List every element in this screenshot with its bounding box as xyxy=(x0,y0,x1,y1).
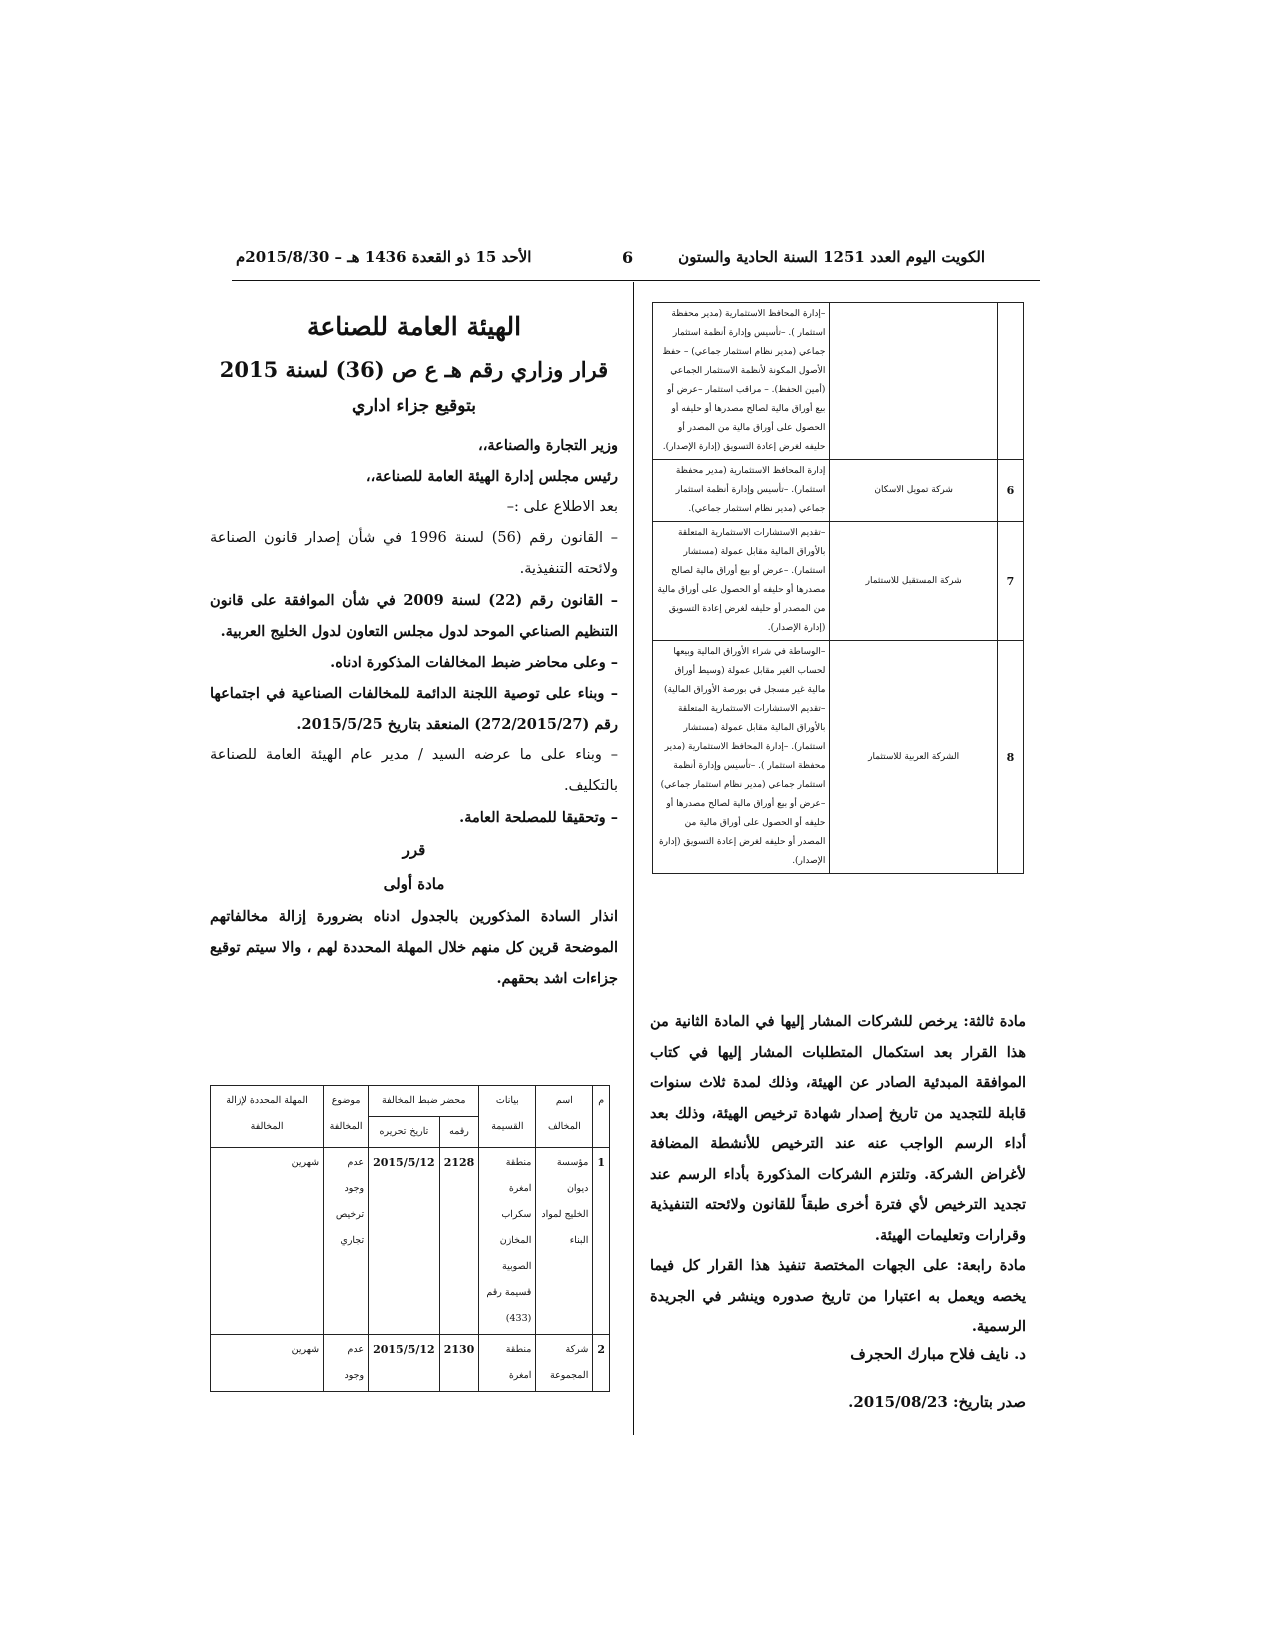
col-record: محضر ضبط المخالفة xyxy=(369,1086,479,1117)
table-header-row xyxy=(211,1086,610,1117)
decision-title: قرار وزاري رقم هـ ع ص (36) لسنة 2015 xyxy=(219,357,609,382)
row-subject: عدم وجود ترخيص تجاري xyxy=(324,1148,369,1335)
article-4-text: مادة رابعة: على الجهات المختصة تنفيذ هذا القرار كل فيما يخصه ويعمل به اعتبارا من تاريخ صدوره وينشر في الجريدة الرسمية. xyxy=(650,1257,1026,1335)
company-num xyxy=(997,303,1023,460)
company-name: الشركة العربية للاستثمار xyxy=(830,641,997,874)
page-number: 6 xyxy=(622,248,634,267)
row-name: مؤسسة ديوان الخليج لمواد البناء xyxy=(536,1148,593,1335)
minutes-line: – وعلى محاضر ضبط المخالفات المذكورة ادناه. xyxy=(330,654,618,671)
row-division: منطقة امغرة xyxy=(479,1335,536,1392)
public-interest-line: – وتحقيقا للمصلحة العامة. xyxy=(459,809,618,826)
table-row xyxy=(211,1148,610,1335)
col-num: م xyxy=(593,1086,610,1148)
chair-line: رئيس مجلس إدارة الهيئة العامة للصناعة،، xyxy=(365,468,618,485)
proposal-line: – وبناء على ما عرضه السيد / مدير عام الهيئة العامة للصناعة بالتكليف. xyxy=(210,747,618,794)
table-row xyxy=(653,460,1024,522)
col-name: اسم المخالف xyxy=(536,1086,593,1148)
header-date: الأحد 15 ذو القعدة 1436 هـ – 2015/8/30م xyxy=(236,248,532,266)
col-subject: موضوع المخالفة xyxy=(324,1086,369,1148)
company-num: 7 xyxy=(997,522,1023,641)
minister-line: وزير التجارة والصناعة،، xyxy=(478,437,618,454)
authority-title: الهيئة العامة للصناعة xyxy=(306,312,522,341)
article-1-heading: مادة أولى xyxy=(383,875,445,893)
issue-date: صدر بتاريخ: 2015/08/23. xyxy=(848,1392,1026,1411)
article-3-text: مادة ثالثة: يرخص للشركات المشار إليها في المادة الثانية من هذا القرار بعد استكمال المتطلبات المشار إليها في كتاب الموافقة المبدئية الصادر عن الهيئة، وذلك لمدة ثلاث سنوات قابلة للتجديد من تاريخ إصدار شهادة ترخيص الهيئة، وذلك بعد أداء الرسم الواجب عنه عند الترخيص للأنشطة المضافة لأغراض الشركة. وتلتزم الشركات المذكورة بأداء الرسم عند تجديد الترخيص لأي فترة أخرى طبقاً للقانون ولائحته التنفيذية وقرارات وتعليمات الهيئة. xyxy=(650,1013,1026,1244)
company-activities: –الوساطة في شراء الأوراق المالية وبيعها لحساب الغير مقابل عمولة (وسيط أوراق مالية غير مسجل في بورصة الأوراق المالية) –تقديم الاستشارات الاستثمارية المتعلقة بالأوراق المالية مقابل عمولة (مستشار استثمار). –إدارة المحافظ الاستثمارية (مدير محفظة استثمار ). –تأسيس وإدارة أنظمة استثمار جماعي (مدير نظام استثمار جماعي) –عرض أو بيع أوراق مالية لصالح مصدرها أو حليفه أو الحصول على أوراق مالية من المصدر أو حليفه لغرض إعادة التسويق (إدارة الإصدار). xyxy=(653,641,830,874)
table-row xyxy=(653,303,1024,460)
recommendation-line: – وبناء على توصية اللجنة الدائمة للمخالفات الصناعية في اجتماعها رقم (272/2015/27) المنعقد بتاريخ 2015/5/25. xyxy=(210,685,618,733)
company-activities: –تقديم الاستشارات الاستثمارية المتعلقة بالأوراق المالية مقابل عمولة (مستشار استثمار). –عرض أو بيع أوراق مالية لصالح مصدرها أو حليفه أو الحصول على أوراق مالية من المصدر أو حليفه لغرض إعادة التسويق (إدارة الإصدار). xyxy=(653,522,830,641)
table-row xyxy=(653,641,1024,874)
col-division: بيانات القسيمة xyxy=(479,1086,536,1148)
row-period: شهرين xyxy=(211,1148,324,1335)
company-num: 6 xyxy=(997,460,1023,522)
row-subject: عدم وجود xyxy=(324,1335,369,1392)
table-row xyxy=(211,1335,610,1392)
col-record-no: رقمه xyxy=(439,1117,479,1148)
header-issue: الكويت اليوم العدد 1251 السنة الحادية والستون xyxy=(678,248,985,266)
article-column xyxy=(210,302,618,994)
violations-table xyxy=(210,1085,610,1392)
companies-table xyxy=(652,302,1024,874)
decided-heading: قرر xyxy=(402,841,426,859)
articles-right-column xyxy=(650,1007,1026,1411)
company-name: شركة تمويل الاسكان xyxy=(830,460,997,522)
company-name: شركة المستقبل للاستثمار xyxy=(830,522,997,641)
law-2: – القانون رقم (22) لسنة 2009 في شأن الموافقة على قانون التنظيم الصناعي الموحد لدول مجلس التعاون لدول الخليج العربية. xyxy=(210,592,618,640)
col-period: المهلة المحددة لإزالة المخالفة xyxy=(211,1086,324,1148)
row-record-date: 2015/5/12 xyxy=(369,1148,440,1335)
row-period: شهرين xyxy=(211,1335,324,1392)
column-separator xyxy=(633,282,634,1435)
row-record-no: 2130 xyxy=(439,1335,479,1392)
row-record-date: 2015/5/12 xyxy=(369,1335,440,1392)
law-1: – القانون رقم (56) لسنة 1996 في شأن إصدار قانون الصناعة ولائحته التنفيذية. xyxy=(210,530,618,577)
row-record-no: 2128 xyxy=(439,1148,479,1335)
col-record-date: تاريخ تحريره xyxy=(369,1117,440,1148)
company-num: 8 xyxy=(997,641,1023,874)
signature: د. نايف فلاح مبارك الحجرف xyxy=(850,1344,1026,1363)
article-1-text: انذار السادة المذكورين بالجدول ادناه بضرورة إزالة مخالفاتهم الموضحة قرين كل منهم خلال المهلة المحددة لهم ، والا سيتم توقيع جزاءات اشد بحقهم. xyxy=(210,908,618,987)
row-division: منطقة امغرة سكراب المخازن الصوبية قسيمة رقم (433) xyxy=(479,1148,536,1335)
header-rule xyxy=(232,280,1040,281)
table-row xyxy=(653,522,1024,641)
company-activities: –إدارة المحافظ الاستثمارية (مدير محفظة استثمار ). –تأسيس وإدارة أنظمة استثمار جماعي (مدير نظام استثمار جماعي) – حفظ الأصول المكونة لأنظمة الاستثمار الجماعي (أمين الحفظ). – مراقب استثمار –عرض أو بيع أوراق مالية لصالح مصدرها أو حليفه أو الحصول على أوراق مالية من المصدر أو حليفه لغرض إعادة التسويق (إدارة الإصدار). xyxy=(653,303,830,460)
company-name xyxy=(830,303,997,460)
after-review: بعد الاطلاع على :– xyxy=(506,499,618,515)
row-name: شركة المجموعة xyxy=(536,1335,593,1392)
row-num: 2 xyxy=(593,1335,610,1392)
row-num: 1 xyxy=(593,1148,610,1335)
company-activities: إدارة المحافظ الاستثمارية (مدير محفظة استثمار). –تأسيس وإدارة أنظمة استثمار جماعي (مدير نظام استثمار جماعي). xyxy=(653,460,830,522)
decision-subject: بتوقيع جزاء اداري xyxy=(352,396,476,416)
